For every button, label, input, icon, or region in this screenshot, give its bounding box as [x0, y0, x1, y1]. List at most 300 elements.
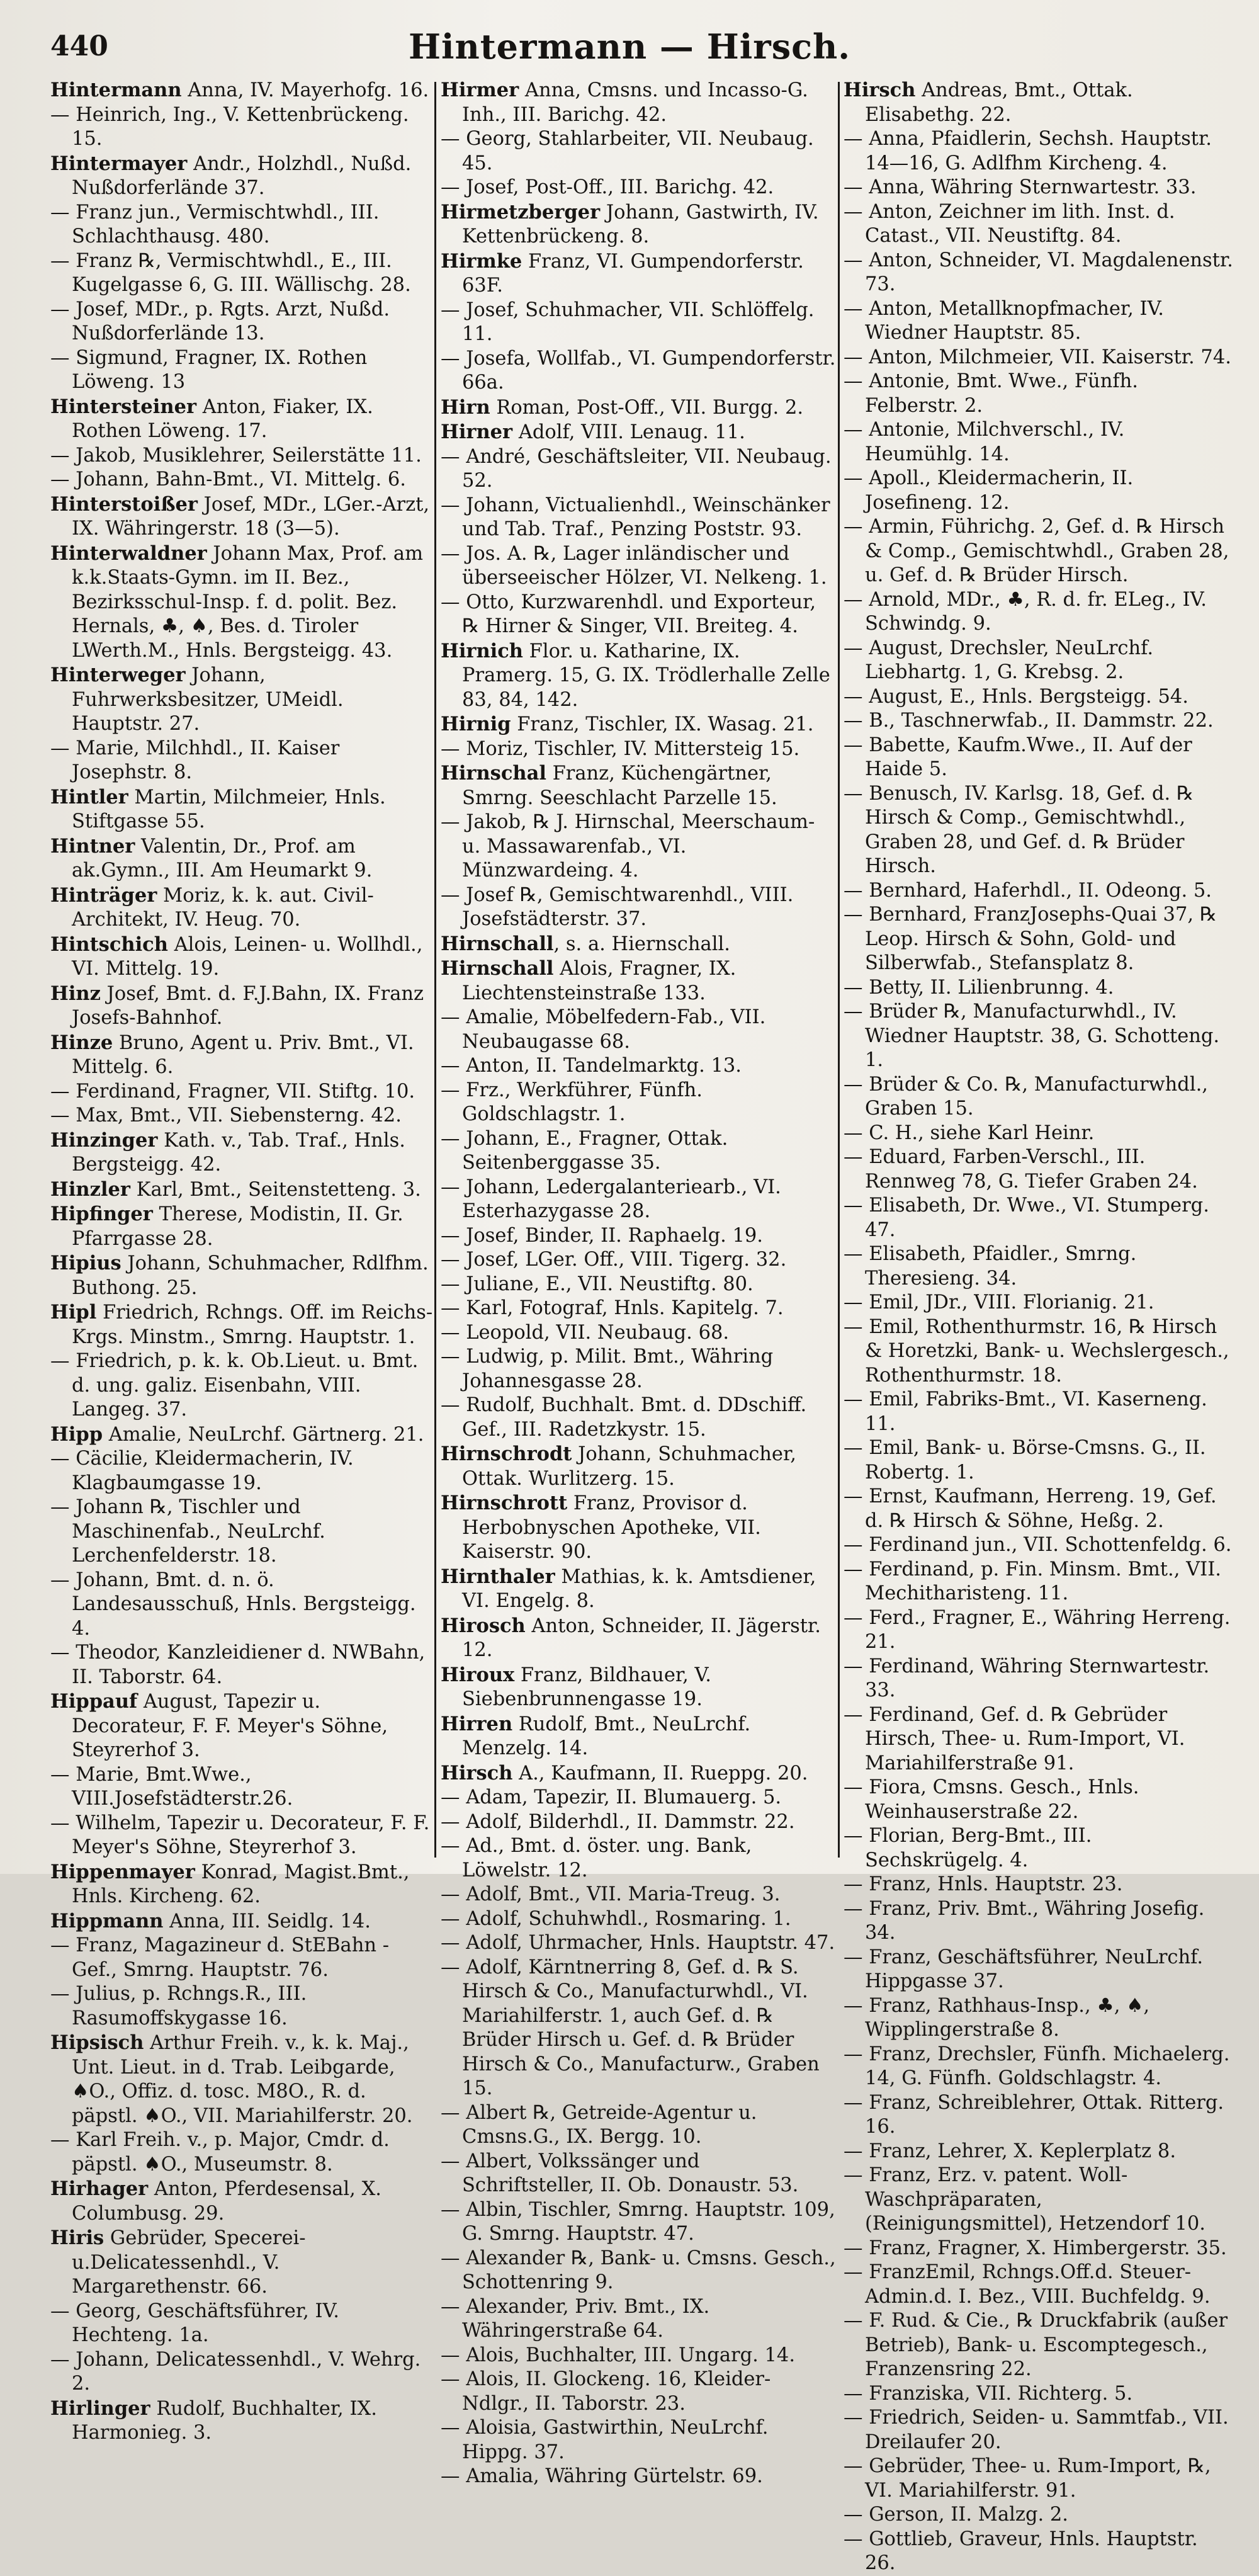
- directory-entry: [50, 2031, 433, 2128]
- entry-surname: Hirnich: [441, 639, 523, 662]
- entry-text: — Anton, Zeichner im lith. Inst. d. Catast., VII. Neustiftg. 84.: [844, 200, 1175, 247]
- entry-text: — Betty, II. Lilienbrunng. 4.: [844, 976, 1114, 999]
- directory-entry: [50, 2397, 433, 2446]
- directory-entry: [844, 176, 1234, 200]
- entry-text: — Franz, Rathhaus-Insp., ♣, ♠, Wipplingerstraße 8.: [844, 1994, 1150, 2041]
- directory-entry: [844, 78, 1234, 127]
- directory-entry: [50, 249, 433, 298]
- directory-entry: [844, 2043, 1234, 2091]
- directory-entry: [50, 1177, 433, 1203]
- entry-text: — Brüder & Co. ℞, Manufacturwhdl., Graben 15.: [844, 1073, 1208, 1120]
- entry-text: — Johann, Victualienhdl., Weinschänker und Tab. Traf., Penzing Poststr. 93.: [441, 494, 830, 540]
- directory-entry: [844, 1315, 1234, 1388]
- directory-entry: [844, 2164, 1234, 2237]
- entry-surname: Hirmetzberger: [441, 200, 601, 224]
- running-title: Hintermann — Hirsch.: [408, 26, 851, 67]
- entry-text: — Franz, Drechsler, Fünfh. Michaelerg. 14, G. Fünfh. Goldschlagstr. 4.: [844, 2043, 1230, 2089]
- entry-text: — Ferdinand, p. Fin. Minsm. Bmt., VII. Mechitharisteng. 11.: [844, 1558, 1221, 1604]
- directory-entry: [441, 1956, 836, 2101]
- directory-entry: [441, 1786, 836, 1810]
- directory-entry: [844, 1946, 1234, 1994]
- entry-text: — Apoll., Kleidermacherin, II. Josefineng. 12.: [844, 467, 1134, 514]
- directory-entry: [441, 1565, 836, 1614]
- entry-text: — Antonie, Bmt. Wwe., Fünfh. Felberstr. 2.: [844, 370, 1138, 417]
- directory-entry: [441, 591, 836, 639]
- column-3: [844, 78, 1234, 2574]
- directory-entry: [844, 685, 1234, 710]
- entry-text: — Benusch, IV. Karlsg. 18, Gef. d. ℞ Hirsch & Comp., Gemischtwhdl., Graben 28, und Gef. d. ℞ Brüder Hirsch.: [844, 782, 1194, 877]
- entry-text: Franz, Bildhauer, V. Siebenbrunnengasse 19.: [462, 1664, 711, 1710]
- directory-entry: [441, 1614, 836, 1663]
- entry-text: — Ferdinand, Währing Sternwartestr. 33.: [844, 1655, 1210, 1701]
- directory-entry: [441, 249, 836, 298]
- entry-text: — Anna, Währing Sternwartestr. 33.: [844, 176, 1197, 198]
- entry-text: Franz, VI. Gumpendorferstr. 63F.: [462, 250, 804, 297]
- directory-entry: [844, 1388, 1234, 1436]
- entry-text: Konrad, Magist.Bmt., Hnls. Kircheng. 62.: [72, 1861, 410, 1907]
- entry-text: Anton, Pferdesensal, X. Columbusg. 29.: [72, 2178, 381, 2225]
- entry-text: — Johann, Delicatessenhdl., V. Wehrg. 2.: [50, 2348, 421, 2395]
- directory-entry: [50, 78, 433, 103]
- entry-text: — Josef, LGer. Off., VIII. Tigerg. 32.: [441, 1249, 787, 1271]
- entry-text: — FranzEmil, Rchngs.Off.d. Steuer-Admin.d. I. Bez., VIII. Buchfeldg. 9.: [844, 2261, 1211, 2308]
- directory-entry: [844, 1121, 1234, 1146]
- directory-entry: [844, 1873, 1234, 1897]
- directory-entry: [441, 298, 836, 347]
- entry-surname: Hiroux: [441, 1663, 515, 1686]
- directory-entry: [50, 1641, 433, 1689]
- entry-text: — Emil, Fabriks-Bmt., VI. Kaserneng. 11.: [844, 1388, 1207, 1435]
- directory-entry: [441, 2344, 836, 2368]
- entry-text: Josef, Bmt. d. F.J.Bahn, IX. Franz Josefs-Bahnhof.: [72, 982, 424, 1029]
- entry-surname: Hirnschrott: [441, 1492, 568, 1514]
- entry-text: A., Kaufmann, II. Rueppg. 20.: [512, 1762, 808, 1784]
- directory-entry: [441, 1834, 836, 1883]
- entry-text: — Franz, Hnls. Hauptstr. 23.: [844, 1873, 1123, 1895]
- entry-text: — Friedrich, Seiden- u. Sammtfab., VII. Dreilaufer 20.: [844, 2407, 1229, 2453]
- entry-text: Rudolf, Bmt., NeuLrchf. Menzelg. 14.: [462, 1713, 751, 1759]
- entry-text: — Amalie, Möbelfedern-Fab., VII. Neubaugasse 68.: [441, 1006, 766, 1053]
- entry-text: — Adolf, Uhrmacher, Hnls. Hauptstr. 47.: [441, 1932, 835, 1954]
- page-number: 440: [50, 30, 108, 62]
- directory-entry: [844, 1558, 1234, 1606]
- directory-entry: [441, 1321, 836, 1346]
- entry-surname: Hirnschall: [441, 932, 554, 955]
- column-rule-2: [838, 82, 840, 1858]
- directory-entry: [844, 2091, 1234, 2140]
- column-1: [50, 78, 433, 2444]
- directory-entry: [844, 1436, 1234, 1485]
- directory-entry: [844, 1897, 1234, 1946]
- entry-text: — Anton, Schneider, VI. Magdalenenstr. 73.: [844, 249, 1233, 295]
- directory-entry: [50, 933, 433, 982]
- entry-surname: Hipius: [50, 1252, 121, 1274]
- entry-text: — C. H., siehe Karl Heinr.: [844, 1121, 1095, 1144]
- directory-entry: [441, 2465, 836, 2489]
- entry-text: — Max, Bmt., VII. Siebensterng. 42.: [50, 1104, 402, 1126]
- directory-entry: [50, 663, 433, 737]
- directory-entry: [441, 1712, 836, 1761]
- entry-text: — Armin, Führichg. 2, Gef. d. ℞ Hirsch & Comp., Gemischtwhdl., Graben 28, u. Gef. d. ℞ Brüder Hirsch.: [844, 516, 1229, 586]
- entry-text: Andr., Holzhdl., Nußd. Nußdorferlände 37.: [72, 152, 412, 199]
- entry-text: — Emil, JDr., VIII. Florianig. 21.: [844, 1291, 1155, 1314]
- directory-entry: [844, 1194, 1234, 1242]
- directory-entry: [50, 1300, 433, 1349]
- entry-text: Gebrüder, Specerei- u.Delicatessenhdl., V. Margarethenstr. 66.: [72, 2227, 306, 2298]
- directory-entry: [50, 1689, 433, 1763]
- entry-text: Friedrich, Rchngs. Off. im Reichs-Krgs. Minstm., Smrng. Hauptstr. 1.: [72, 1302, 433, 1348]
- directory-entry: [50, 1982, 433, 2031]
- directory-entry: [441, 395, 836, 421]
- entry-text: — Adolf, Kärntnerring 8, Gef. d. ℞ S. Hirsch & Co., Manufacturwhdl., VI. Mariahilferstr. 1, auch Gef. d. ℞ Brüder Hirsch u. Gef. d. ℞ Brüder Hirsch & Co., Manufacturw., Graben 15.: [441, 1956, 820, 2099]
- directory-entry: [50, 1104, 433, 1128]
- entry-text: — Ernst, Kaufmann, Herreng. 19, Gef. d. ℞ Hirsch & Söhne, Heßg. 2.: [844, 1485, 1217, 1532]
- directory-entry: [441, 932, 836, 957]
- entry-text: Moriz, k. k. aut. Civil-Architekt, IV. Heug. 70.: [72, 884, 374, 931]
- entry-text: — Adolf, Schuhwhdl., Rosmaring. 1.: [441, 1907, 791, 1930]
- entry-text: Amalie, NeuLrchf. Gärtnerg. 21.: [103, 1423, 424, 1446]
- directory-entry: [50, 982, 433, 1031]
- entry-text: — August, Drechsler, NeuLrchf. Liebhartg. 1, G. Krebsg. 2.: [844, 637, 1154, 683]
- entry-text: — Josef ℞, Gemischtwarenhdl., VIII. Josefstädterstr. 37.: [441, 883, 794, 930]
- directory-entry: [844, 1145, 1234, 1194]
- entry-text: Johann, Fuhrwerksbesitzer, UMeidl. Hauptstr. 27.: [72, 664, 344, 735]
- entry-text: — Amalia, Währing Gürtelstr. 69.: [441, 2465, 763, 2487]
- directory-entry: [844, 1533, 1234, 1558]
- directory-entry: [50, 1251, 433, 1300]
- directory-entry: [844, 903, 1234, 976]
- directory-entry: [844, 1291, 1234, 1315]
- entry-surname: Hirnig: [441, 713, 511, 735]
- directory-entry: [844, 515, 1234, 588]
- entry-text: — Antonie, Milchverschl., IV. Heumühlg. 14.: [844, 419, 1125, 465]
- directory-entry: [844, 346, 1234, 370]
- entry-text: — Elisabeth, Pfaidler., Smrng. Theresieng. 34.: [844, 1243, 1137, 1290]
- directory-entry: [441, 712, 836, 737]
- entry-surname: Hirren: [441, 1712, 513, 1735]
- directory-entry: [441, 1907, 836, 1932]
- entry-surname: Hintermann: [50, 79, 182, 101]
- directory-entry: [50, 1349, 433, 1422]
- entry-surname: Hirsch: [844, 79, 916, 101]
- directory-entry: [50, 785, 433, 834]
- directory-entry: [441, 176, 836, 200]
- directory-entry: [441, 2368, 836, 2416]
- directory-entry: [441, 2198, 836, 2247]
- directory-entry: [50, 2300, 433, 2348]
- entry-text: — Gebrüder, Thee- u. Rum-Import, ℞, VI. Mariahilferstr. 91.: [844, 2455, 1211, 2502]
- entry-text: — Johann, Bmt. d. n. ö. Landesausschuß, Hnls. Bergsteigg. 4.: [50, 1569, 416, 1640]
- entry-text: — Albin, Tischler, Smrng. Hauptstr. 109, G. Smrng. Hauptstr. 47.: [441, 2198, 835, 2245]
- entry-text: — F. Rud. & Cie., ℞ Druckfabrik (außer Betrieb), Bank- u. Escomptegesch., Franzensring 22.: [844, 2310, 1228, 2380]
- entry-text: — Florian, Berg-Bmt., III. Sechskrügelg. 4.: [844, 1825, 1092, 1871]
- directory-entry: [844, 1073, 1234, 1121]
- entry-text: — Franz, Erz. v. patent. Woll-Waschpräparaten, (Reinigungsmittel), Hetzendorf 10.: [844, 2164, 1205, 2235]
- entry-surname: Hinzinger: [50, 1128, 158, 1152]
- directory-entry: [50, 1422, 433, 1448]
- directory-entry: [844, 1703, 1234, 1776]
- entry-text: Rudolf, Buchhalter, IX. Harmonieg. 3.: [72, 2397, 377, 2444]
- entry-text: — Gottlieb, Graveur, Hnls. Hauptstr. 26.: [844, 2528, 1198, 2574]
- directory-entry: [50, 103, 433, 152]
- entry-surname: Hinze: [50, 1031, 113, 1054]
- directory-entry: [441, 1883, 836, 1907]
- directory-entry: [441, 883, 836, 932]
- entry-text: Johann, Schuhmacher, Ottak. Wurlitzerg. 15.: [462, 1443, 796, 1490]
- directory-entry: [50, 1031, 433, 1080]
- directory-entry: [50, 1080, 433, 1104]
- entry-surname: Hirn: [441, 395, 490, 419]
- directory-entry: [844, 297, 1234, 346]
- directory-entry: [844, 2406, 1234, 2454]
- entry-text: — Johann, Ledergalanteriearb., VI. Esterhazygasse 28.: [441, 1176, 781, 1222]
- entry-text: — Rudolf, Buchhalt. Bmt. d. DDschiff. Gef., III. Radetzkystr. 15.: [441, 1394, 807, 1441]
- page-header: [0, 19, 1259, 77]
- entry-text: — Franziska, VII. Richterg. 5.: [844, 2382, 1133, 2405]
- directory-entry: [441, 78, 836, 127]
- entry-surname: Hinz: [50, 982, 101, 1005]
- entry-text: — Elisabeth, Dr. Wwe., VI. Stumperg. 47.: [844, 1194, 1209, 1241]
- entry-text: — Ad., Bmt. d. öster. ung. Bank, Löwelstr. 12.: [441, 1835, 752, 1881]
- entry-text: — Heinrich, Ing., V. Kettenbrückeng. 15.: [50, 103, 409, 150]
- entry-text: Adolf, VIII. Lenaug. 11.: [512, 421, 745, 443]
- entry-text: Kath. v., Tab. Traf., Hnls. Bergsteigg. 42.: [72, 1129, 405, 1176]
- directory-entry: [50, 1763, 433, 1812]
- directory-entry: [844, 637, 1234, 685]
- directory-entry: [844, 1606, 1234, 1655]
- entry-text: — Franz, Magazineur d. StEBahn - Gef., Smrng. Hauptstr. 76.: [50, 1934, 389, 1981]
- directory-entry: [50, 395, 433, 444]
- directory-entry: [844, 976, 1234, 1001]
- entry-text: Roman, Post-Off., VII. Burgg. 2.: [490, 396, 804, 419]
- entry-text: Franz, Provisor d. Herbobnyschen Apotheke, VII. Kaiserstr. 90.: [462, 1492, 761, 1563]
- entry-text: — Franz, Schreiblehrer, Ottak. Ritterg. 16.: [844, 2091, 1224, 2138]
- entry-text: Andreas, Bmt., Ottak. Elisabethg. 22.: [865, 79, 1133, 126]
- directory-entry: [844, 782, 1234, 879]
- entry-text: — Gerson, II. Malzg. 2.: [844, 2504, 1068, 2526]
- entry-text: — Bernhard, Haferhdl., II. Odeong. 5.: [844, 879, 1212, 902]
- entry-text: Arthur Freih. v., k. k. Maj., Unt. Lieut. in d. Trab. Leibgarde, ♠O., Offiz. d. tosc. M8O., R. d. päpstl. ♠O., VII. Mariahilferstr. 20.: [72, 2032, 413, 2127]
- entry-surname: Hipl: [50, 1301, 97, 1324]
- entry-surname: Hinterwaldner: [50, 542, 207, 565]
- entry-surname: Hintersteiner: [50, 395, 197, 418]
- directory-entry: [441, 1663, 836, 1712]
- entry-surname: Hirhager: [50, 2177, 149, 2200]
- directory-entry: [50, 834, 433, 883]
- entry-surname: Hintschich: [50, 933, 168, 956]
- directory-entry: [50, 2348, 433, 2397]
- directory-entry: [441, 445, 836, 494]
- entry-text: — Ludwig, p. Milit. Bmt., Währing Johannesgasse 28.: [441, 1346, 774, 1392]
- entry-text: — Josef, Binder, II. Raphaelg. 19.: [441, 1224, 763, 1247]
- entry-text: — Ferd., Fragner, E., Währing Herreng. 21.: [844, 1606, 1231, 1653]
- directory-entry: [50, 298, 433, 346]
- directory-entry: [50, 1202, 433, 1251]
- directory-entry: [844, 2503, 1234, 2528]
- entry-text: — Friedrich, p. k. k. Ob.Lieut. u. Bmt. d. ung. galiz. Eisenbahn, VIII. Langeg. 37.: [50, 1350, 419, 1421]
- directory-entry: [441, 494, 836, 542]
- entry-text: — Ferdinand, Fragner, VII. Stiftg. 10.: [50, 1080, 415, 1103]
- entry-text: — Johann, E., Fragner, Ottak. Seitenberggasse 35.: [441, 1127, 728, 1174]
- directory-entry: [441, 200, 836, 249]
- entry-text: — Marie, Bmt.Wwe., VIII.Josefstädterstr.26.: [50, 1763, 293, 1810]
- directory-entry: [50, 201, 433, 249]
- directory-entry: [844, 370, 1234, 418]
- entry-text: — Aloisia, Gastwirthin, NeuLrchf. Hippg. 37.: [441, 2417, 769, 2463]
- entry-text: — Jos. A. ℞, Lager inländischer und überseeischer Hölzer, VI. Nelkeng. 1.: [441, 542, 827, 589]
- directory-entry: [50, 737, 433, 785]
- entry-text: , s. a. Hiernschall.: [553, 933, 730, 955]
- directory-entry: [50, 542, 433, 664]
- entry-text: — Johann ℞, Tischler und Maschinenfab., NeuLrchf. Lerchenfelderstr. 18.: [50, 1496, 325, 1567]
- directory-entry: [50, 1128, 433, 1177]
- directory-entry: [844, 249, 1234, 297]
- directory-entry: [844, 2309, 1234, 2382]
- directory-entry: [844, 2140, 1234, 2164]
- directory-entry: [844, 2237, 1234, 2261]
- directory-entry: [50, 346, 433, 395]
- directory-entry: [844, 1994, 1234, 2043]
- directory-entry: [50, 2226, 433, 2300]
- directory-entry: [844, 2261, 1234, 2309]
- directory-entry: [844, 1824, 1234, 1873]
- directory-entry: [441, 1176, 836, 1224]
- entry-text: — Karl Freih. v., p. Major, Cmdr. d. päpstl. ♠O., Museumstr. 8.: [50, 2129, 390, 2176]
- entry-text: — Franz, Geschäftsführer, NeuLrchf. Hippgasse 37.: [844, 1946, 1204, 1992]
- directory-entry: [844, 467, 1234, 515]
- directory-entry: [441, 1931, 836, 1956]
- directory-entry: [844, 2382, 1234, 2407]
- directory-entry: [441, 420, 836, 445]
- entry-surname: Hippmann: [50, 1909, 164, 1932]
- entry-text: — Brüder ℞, Manufacturwhdl., IV. Wiedner Hauptstr. 38, G. Schotteng. 1.: [844, 1001, 1220, 1071]
- directory-entry: [844, 2528, 1234, 2576]
- entry-text: — B., Taschnerwfab., II. Dammstr. 22.: [844, 710, 1214, 732]
- entry-text: — Ferdinand jun., VII. Schottenfeldg. 6.: [844, 1534, 1232, 1556]
- directory-entry: [844, 734, 1234, 782]
- directory-entry: [441, 1393, 836, 1442]
- directory-entry: [844, 1776, 1234, 1824]
- directory-entry: [50, 2128, 433, 2177]
- directory-entry: [50, 1909, 433, 1934]
- directory-entry: [441, 542, 836, 591]
- directory-entry: [50, 1934, 433, 1982]
- entry-text: — Sigmund, Fragner, IX. Rothen Löweng. 13: [50, 346, 368, 393]
- entry-text: August, Tapezir u. Decorateur, F. F. Meyer's Söhne, Steyrerhof 3.: [72, 1691, 388, 1761]
- entry-text: — Anna, Pfaidlerin, Sechsh. Hauptstr. 14—16, G. Adlfhm Kircheng. 4.: [844, 128, 1212, 174]
- entry-text: Johann, Schuhmacher, Rdlfhm. Buthong. 25.: [72, 1252, 429, 1299]
- entry-surname: Hintner: [50, 834, 135, 858]
- entry-text: — Albert ℞, Getreide-Agentur u. Cmsns.G., IX. Bergg. 10.: [441, 2101, 757, 2148]
- entry-text: — Moriz, Tischler, IV. Mittersteig 15.: [441, 737, 800, 760]
- column-2: [441, 78, 836, 2487]
- entry-text: — Frz., Werkführer, Fünfh. Goldschlagstr. 1.: [441, 1079, 703, 1125]
- directory-entry: [844, 418, 1234, 467]
- entry-surname: Hipsisch: [50, 2031, 144, 2054]
- entry-text: Alois, Fragner, IX. Liechtensteinstraße 133.: [462, 958, 737, 1004]
- directory-entry: [441, 2101, 836, 2150]
- entry-text: Flor. u. Katharine, IX. Pramerg. 15, G. IX. Trödlerhalle Zelle 83, 84, 142.: [462, 640, 830, 711]
- directory-entry: [50, 152, 433, 201]
- directory-entry: [441, 737, 836, 762]
- directory-entry: [50, 444, 433, 468]
- entry-text: — Jakob, Musiklehrer, Seilerstätte 11.: [50, 444, 422, 467]
- directory-entry: [441, 1273, 836, 1297]
- entry-text: Johann, Gastwirth, IV. Kettenbrückeng. 8.: [462, 201, 819, 247]
- directory-entry: [50, 1495, 433, 1569]
- entry-text: — Babette, Kaufm.Wwe., II. Auf der Haide 5.: [844, 734, 1192, 780]
- directory-entry: [441, 1006, 836, 1054]
- entry-text: — Alois, II. Glockeng. 16, Kleider-Ndlgr., II. Taborstr. 23.: [441, 2368, 771, 2415]
- entry-surname: Hippenmayer: [50, 1860, 195, 1883]
- directory-entry: [844, 1000, 1234, 1073]
- entry-surname: Hiris: [50, 2227, 104, 2249]
- entry-text: — Arnold, MDr., ♣, R. d. fr. ELeg., IV. Schwindg. 9.: [844, 588, 1207, 635]
- directory-entry: [50, 1860, 433, 1909]
- directory-entry: [441, 1442, 836, 1491]
- directory-entry: [844, 1485, 1234, 1533]
- entry-surname: Hirnschal: [441, 762, 546, 785]
- directory-entry: [844, 879, 1234, 904]
- directory-entry: [441, 1297, 836, 1321]
- entry-text: Johann Max, Prof. am k.k.Staats-Gymn. im II. Bez., Bezirksschul-Insp. f. d. polit. Bez. Hernals, ♣, ♠, Bes. d. Tiroler LWerth.M., Hnls. Bergsteigg. 43.: [72, 542, 423, 662]
- entry-text: Alois, Leinen- u. Wollhdl., VI. Mittelg. 19.: [72, 933, 423, 980]
- entry-surname: Hirnschrodt: [441, 1443, 572, 1465]
- entry-text: Anna, III. Seidlg. 14.: [163, 1910, 371, 1932]
- entry-text: — Josef, Schuhmacher, VII. Schlöffelg. 11.: [441, 298, 815, 345]
- entry-text: Anna, Cmsns. und Incasso-G. Inh., III. Barichg. 42.: [462, 79, 808, 126]
- entry-text: — Adam, Tapezir, II. Blumauerg. 5.: [441, 1786, 782, 1808]
- entry-text: — Georg, Geschäftsführer, IV. Hechteng. 1a.: [50, 2300, 339, 2346]
- entry-text: — Johann, Bahn-Bmt., VI. Mittelg. 6.: [50, 468, 406, 491]
- directory-entry: [441, 1810, 836, 1835]
- entry-text: — Alexander ℞, Bank- u. Cmsns. Gesch., Schottenring 9.: [441, 2247, 836, 2293]
- directory-entry: [50, 1812, 433, 1860]
- entry-text: Bruno, Agent u. Priv. Bmt., VI. Mittelg. 6.: [72, 1031, 414, 1078]
- directory-entry: [50, 2177, 433, 2226]
- entry-text: — Jakob, ℞ J. Hirnschal, Meerschaum- u. Massawarenfab., VI. Münzwardeing. 4.: [441, 811, 815, 882]
- directory-entry: [441, 2247, 836, 2295]
- entry-text: Mathias, k. k. Amtsdiener, VI. Engelg. 8.: [462, 1565, 816, 1612]
- directory-entry: [844, 1242, 1234, 1291]
- entry-surname: Hinträger: [50, 883, 157, 907]
- entry-text: — Marie, Milchhdl., II. Kaiser Josephstr. 8.: [50, 737, 340, 783]
- entry-surname: Hirmer: [441, 79, 519, 101]
- directory-entry: [441, 347, 836, 395]
- directory-entry: [50, 1447, 433, 1495]
- entry-text: — Juliane, E., VII. Neustiftg. 80.: [441, 1273, 754, 1295]
- entry-text: — Adolf, Bilderhdl., II. Dammstr. 22.: [441, 1810, 795, 1833]
- entry-text: — Emil, Bank- u. Börse-Cmsns. G., II. Robertg. 1.: [844, 1437, 1206, 1484]
- entry-text: — Wilhelm, Tapezir u. Decorateur, F. F. Meyer's Söhne, Steyrerhof 3.: [50, 1812, 430, 1858]
- entry-text: — Alois, Buchhalter, III. Ungarg. 14.: [441, 2344, 796, 2366]
- directory-entry: [441, 2295, 836, 2344]
- entry-surname: Hirlinger: [50, 2397, 150, 2420]
- directory-entry: [844, 588, 1234, 637]
- entry-text: — Leopold, VII. Neubaug. 68.: [441, 1321, 730, 1344]
- entry-text: Anton, Schneider, II. Jägerstr. 12.: [462, 1614, 821, 1661]
- directory-entry: [441, 1127, 836, 1176]
- directory-entry: [441, 1491, 836, 1565]
- entry-text: — Emil, Rothenthurmstr. 16, ℞ Hirsch & Horetzki, Bank- u. Wechslergesch., Rothenthurmstr. 18.: [844, 1315, 1229, 1387]
- entry-surname: Hinterstoißer: [50, 492, 198, 516]
- entry-text: — Josef, Post-Off., III. Barichg. 42.: [441, 176, 774, 198]
- entry-text: — Theodor, Kanzleidiener d. NWBahn, II. Taborstr. 64.: [50, 1642, 426, 1688]
- entry-text: — Franz, Fragner, X. Himbergerstr. 35.: [844, 2237, 1227, 2259]
- entry-text: — Franz, Lehrer, X. Keplerplatz 8.: [844, 2140, 1177, 2162]
- entry-text: Franz, Tischler, IX. Wasag. 21.: [511, 713, 814, 735]
- directory-entry: [441, 1054, 836, 1079]
